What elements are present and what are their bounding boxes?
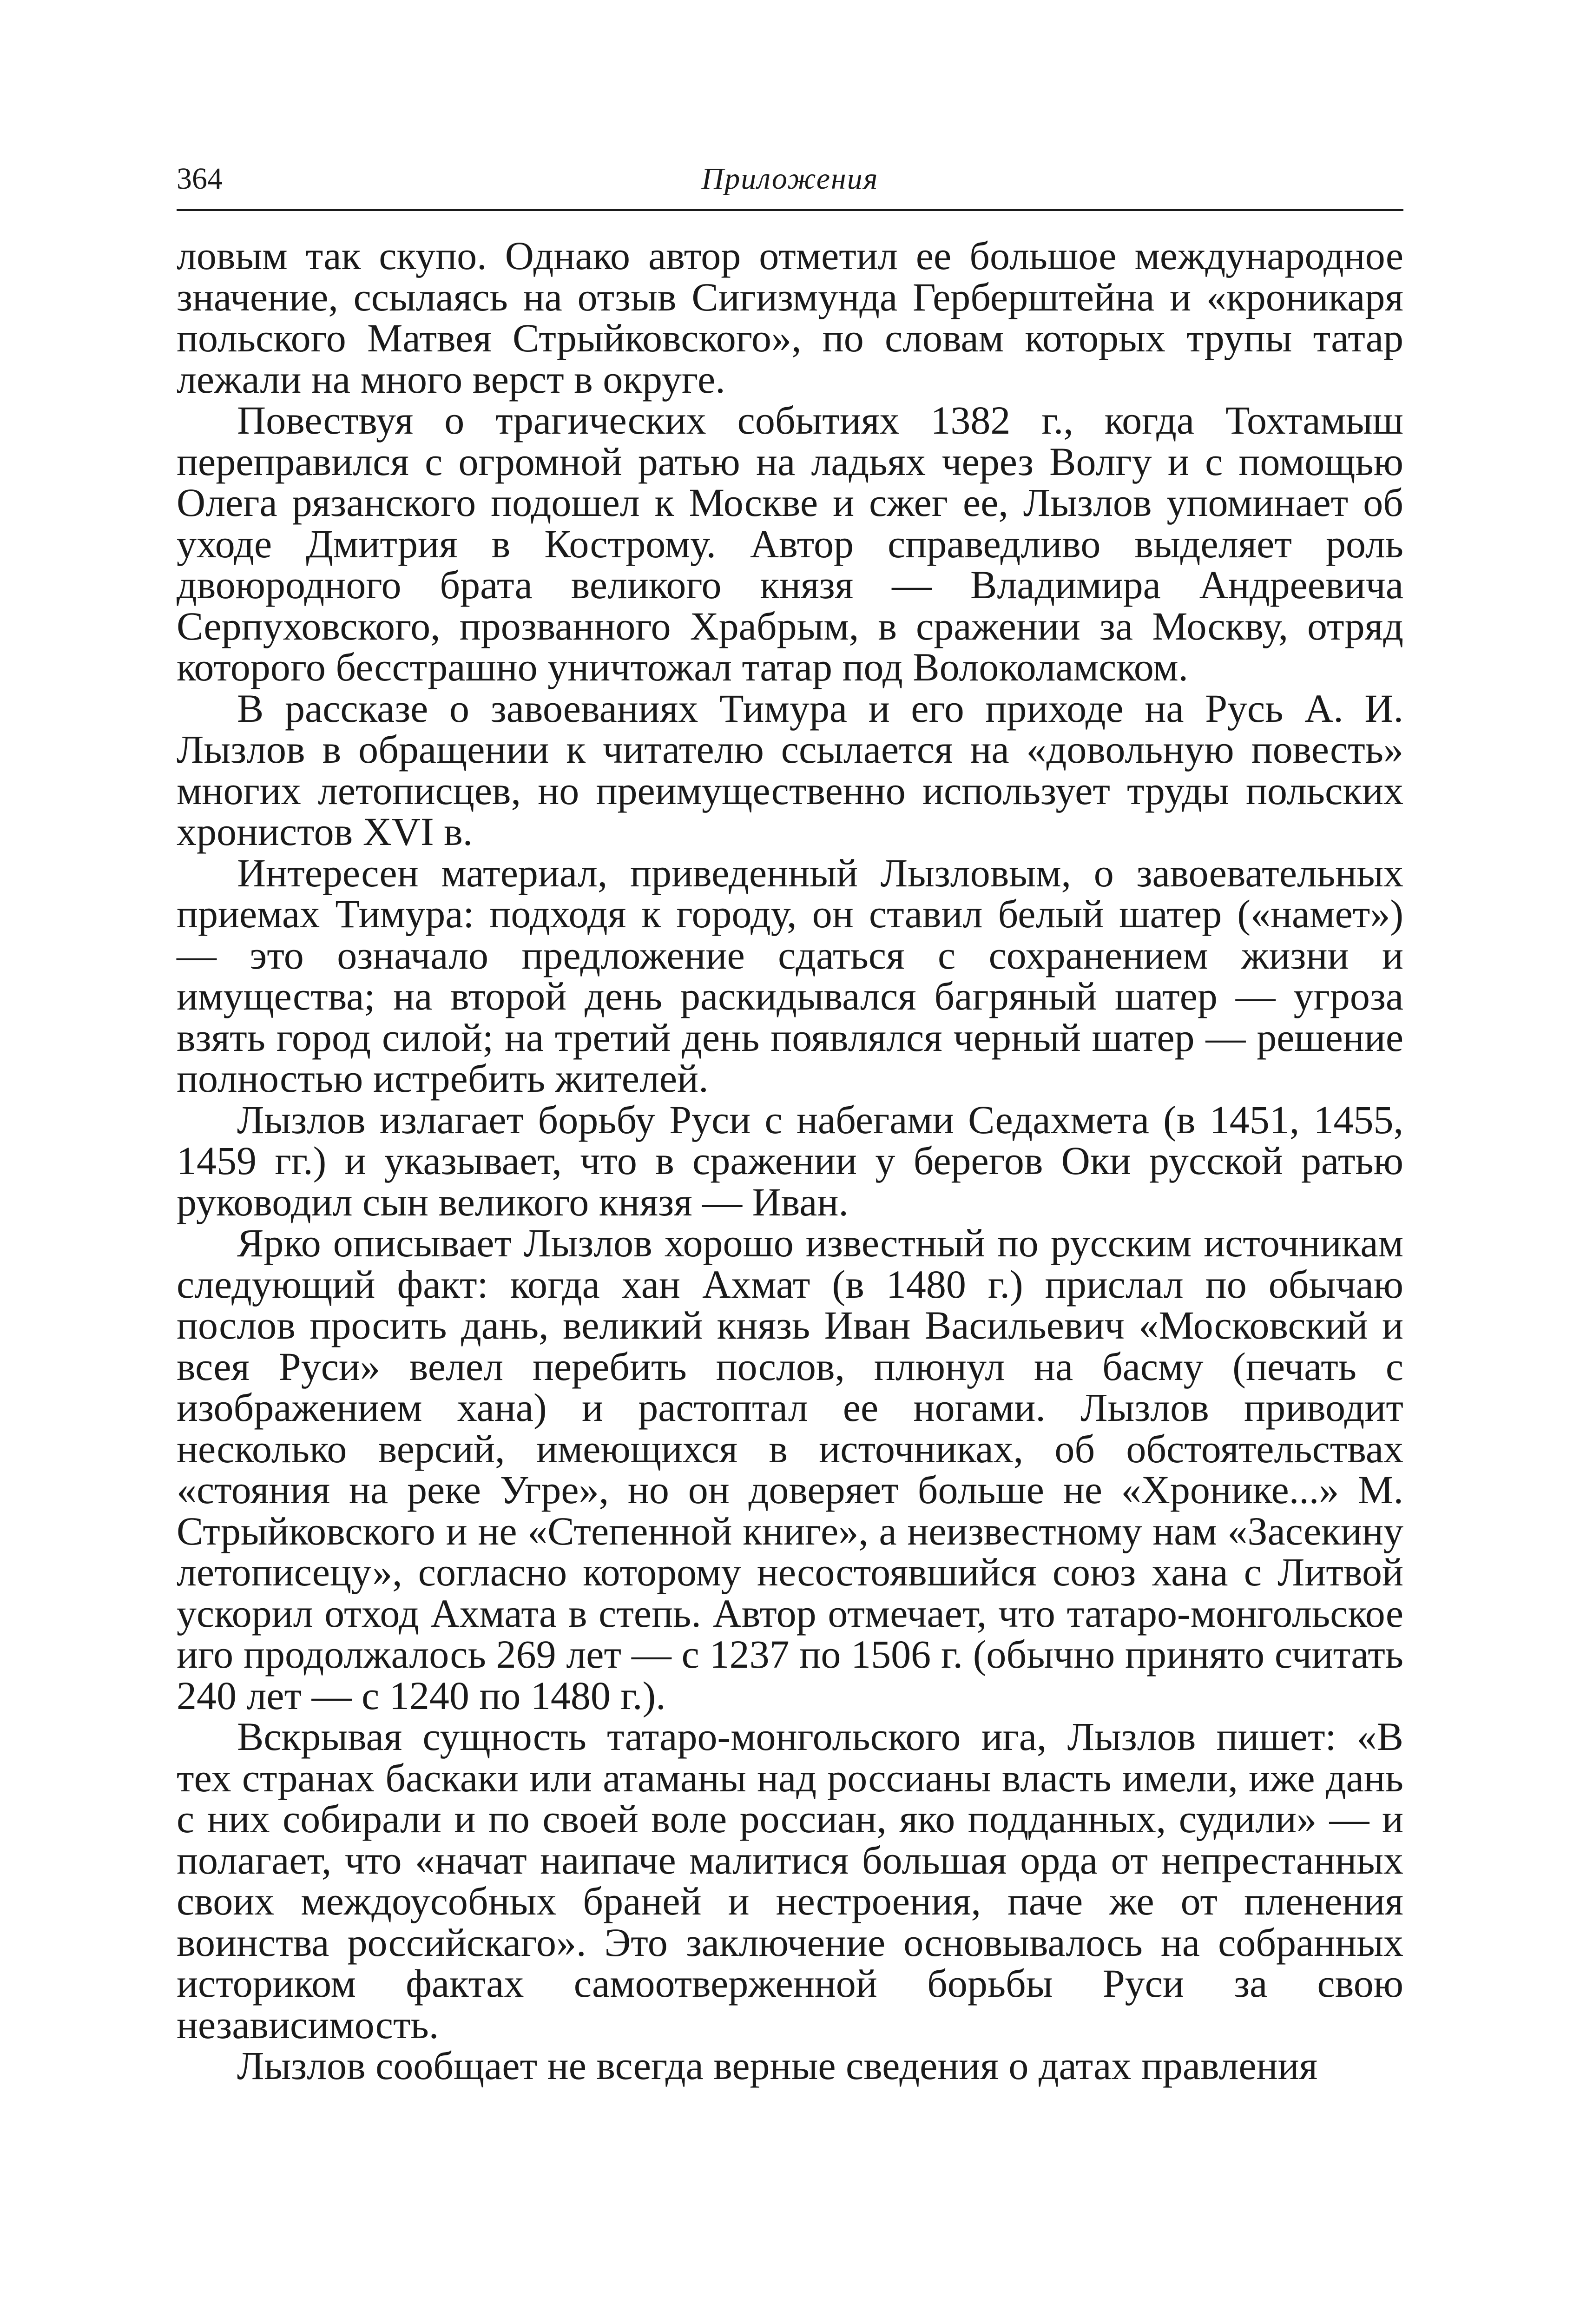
paragraph-timur-tents: Интересен материал, приведенный Лызловым, о завоевательных приемах Тимура: подходя к городу, он ставил белый шатер («намет») — это означало предложение сдаться с сохранением жизни и имущества; на второй день раскидывался багряный шатер — угроза взять город силой; на третий день появлялся черный шатер — решение полностью истребить жителей. (177, 850, 1403, 1101)
paragraph-yoke-essence: Вскрывая сущность татаро-монгольского ига, Лызлов пишет: «В тех странах баскаки или атаманы над россианы власть имели, иже дань с них собирали и по своей воле россиан, яко подданных, судили» — и полагает, что «начат наипаче малитися большая орда от непрестанных своих междоусобных браней и нестроения, паче же от пленения воинства российскаго». Это заключение основывалось на собранных историком фактах самоотверженной борьбы Руси за свою независимость. (177, 1714, 1403, 2047)
paragraph-reign-dates: Лызлов сообщает не всегда верные сведения о датах правления (237, 2043, 1318, 2088)
paragraph-akhmat: Ярко описывает Лызлов хорошо известный по русским источникам следующий факт: когда хан Ахмат (в 1480 г.) прислал по обычаю послов просить дань, великий князь Иван Васильевич «Московский и всея Руси» велел перебить послов, плюнул на басму (печать с изображением хана) и растоптал ее ногами. Лызлов приводит несколько версий, имеющихся в источниках, об обстоятельствах «стояния на реке Угре», но он доверяет больше не «Хронике...» М. Стрыйковского и не «Степенной книге», а неизвестному нам «Засекину летописецу», согласно которому несостоявшийся союз хана с Литвой ускорил отход Ахмата в степь. Автор отмечает, что татаро-монгольское иго продолжалось 269 лет — с 1237 по 1506 г. (обычно принято считать 240 лет — с 1240 по 1480 г.). (177, 1221, 1403, 1718)
running-header (177, 158, 1403, 211)
paragraph-tokhtamysh: Повествуя о трагических событиях 1382 г., когда Тохтамыш переправился с огромной ратью на ладьях через Волгу и с помощью Олега рязанского подошел к Москве и сжег ее, Лызлов упоминает об уходе Дмитрия в Кострому. Автор справедливо выделяет роль двоюродного брата великого князя — Владимира Андреевича Серпуховского, прозванного Храбрым, в сражении за Москву, отряд которого бесстрашно уничтожал татар под Волоколамском. (177, 398, 1403, 689)
section-title: Приложения (701, 162, 879, 196)
paragraph-timur-conquests: В рассказе о завоеваниях Тимура и его приходе на Русь А. И. Лызлов в обращении к читателю ссылается на «довольную повесть» многих летописцев, но преимущественно использует труды польских хронистов XVI в. (177, 686, 1403, 854)
book-page (177, 158, 1403, 2086)
body-text (177, 235, 1403, 2086)
paragraph-sedakhmet: Лызлов излагает борьбу Руси с набегами Седахмета (в 1451, 1455, 1459 гг.) и указывает, что в сражении у берегов Оки русской ратью руководил сын великого князя — Иван. (177, 1097, 1403, 1224)
page-number: 364 (177, 162, 223, 196)
paragraph-continued: ловым так скупо. Однако автор отметил ее большое международное значение, ссылаясь на отзыв Сигизмунда Герберштейна и «кроникаря польского Матвея Стрыйковского», по словам которых трупы татар лежали на много верст в округе. (177, 233, 1403, 402)
